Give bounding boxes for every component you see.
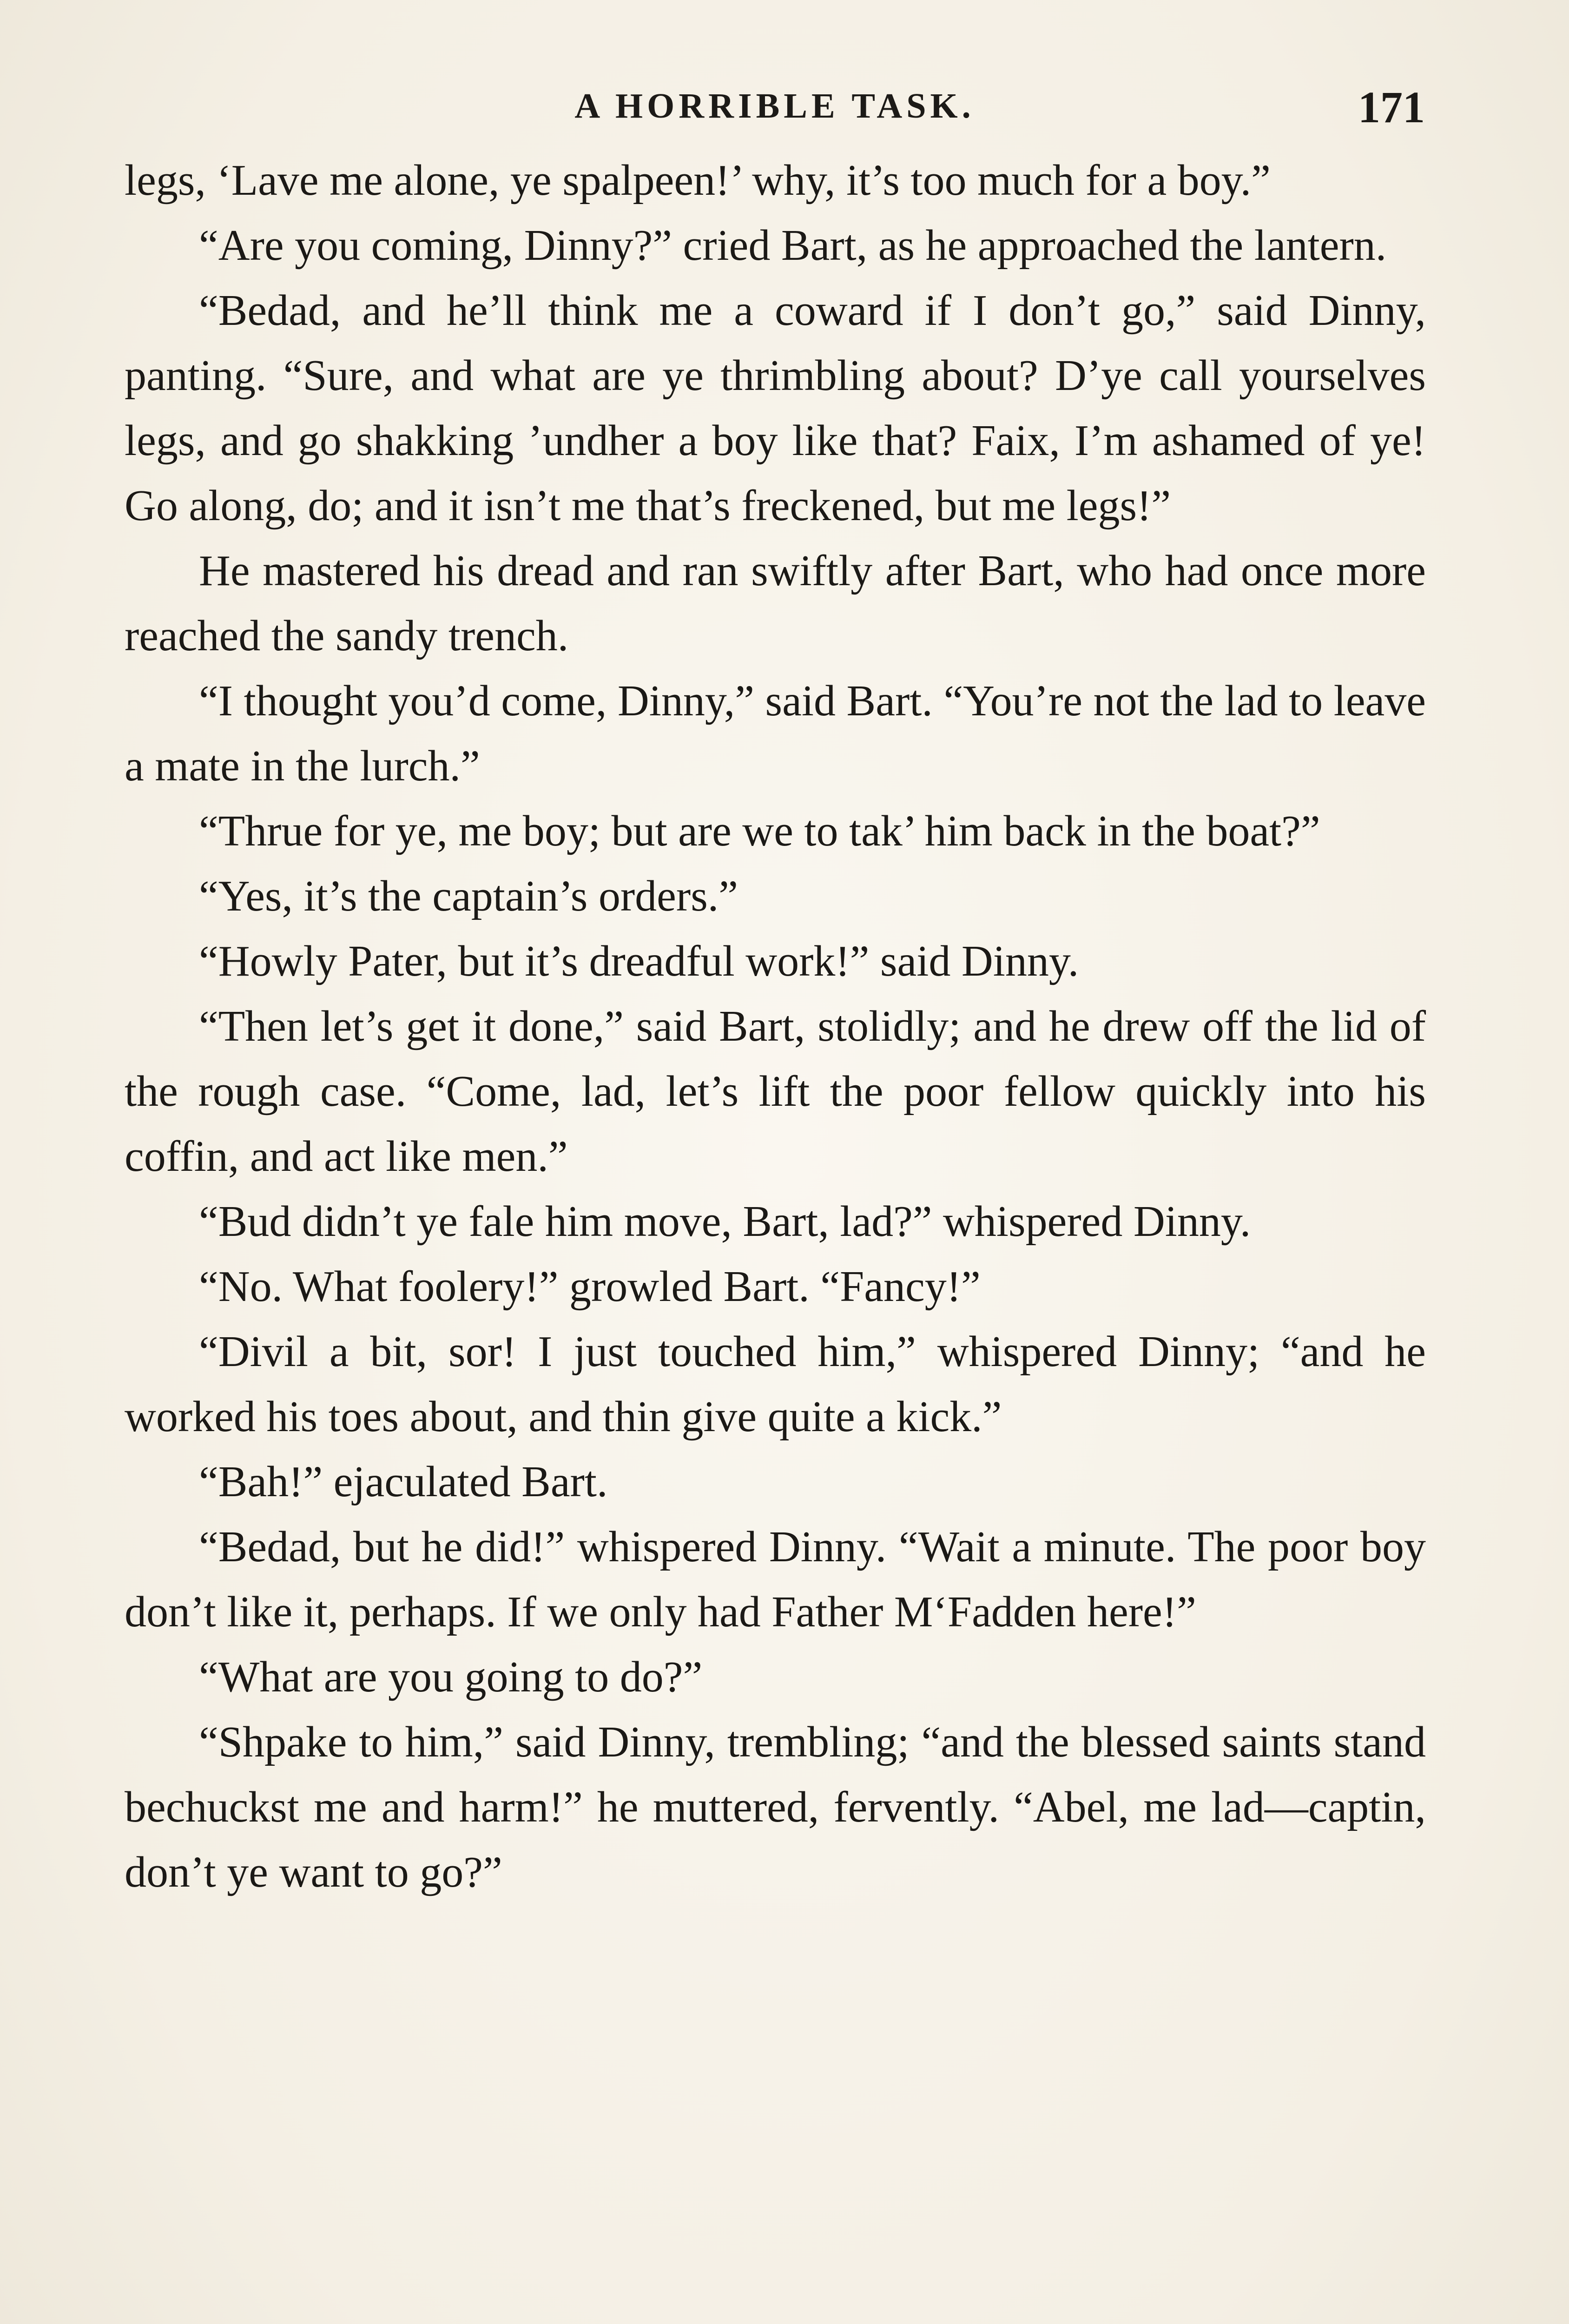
paragraph: “Howly Pater, but it’s dreadful work!” said Dinny. <box>199 937 1079 985</box>
body-text <box>125 148 1426 1905</box>
paragraph: “Bah!” ejaculated Bart. <box>199 1458 608 1506</box>
paragraph: “Thrue for ye, me boy; but are we to tak’ him back in the boat?” <box>199 807 1320 855</box>
paragraph: “Bedad, and he’ll think me a coward if I don’t go,” said Dinny, panting. “Sure, and what are ye thrimbling about? D’ye call yourselves legs, and go shakking ’undher a boy like that? Faix, I’m ashamed of ye! Go along, do; and it isn’t me that’s freckened, but me legs!” <box>125 286 1426 530</box>
paragraph: “Bedad, but he did!” whispered Dinny. “Wait a minute. The poor boy don’t like it, perhaps. If we only had Father M‘Fadden here!” <box>125 1523 1426 1636</box>
running-head <box>125 81 1425 132</box>
paragraph: “Yes, it’s the captain’s orders.” <box>199 872 738 920</box>
paragraph: “Then let’s get it done,” said Bart, stolidly; and he drew off the lid of the rough case. “Come, lad, let’s lift the poor fellow quickly into his coffin, and act like men.” <box>125 1002 1426 1181</box>
paragraph: legs, ‘Lave me alone, ye spalpeen!’ why, it’s too much for a boy.” <box>125 156 1271 205</box>
paragraph: “What are you going to do?” <box>199 1653 703 1701</box>
paragraph: “I thought you’d come, Dinny,” said Bart. “You’re not the lad to leave a mate in the lurch.” <box>125 677 1426 790</box>
chapter-title: A HORRIBLE TASK. <box>574 86 975 125</box>
page-number: 171 <box>1358 82 1425 132</box>
paragraph: “No. What foolery!” growled Bart. “Fancy!” <box>199 1262 981 1311</box>
paragraph: “Divil a bit, sor! I just touched him,” whispered Dinny; “and he worked his toes about, and thin give quite a kick.” <box>125 1327 1426 1441</box>
paragraph: “Bud didn’t ye fale him move, Bart, lad?” whispered Dinny. <box>199 1197 1251 1246</box>
paragraph: He mastered his dread and ran swiftly after Bart, who had once more reached the sandy trench. <box>125 547 1426 660</box>
paragraph: “Shpake to him,” said Dinny, trembling; “and the blessed saints stand bechuckst me and harm!” he muttered, fervently. “Abel, me lad—captin, don’t ye want to go?” <box>125 1718 1426 1896</box>
paragraph: “Are you coming, Dinny?” cried Bart, as he approached the lantern. <box>199 221 1387 270</box>
